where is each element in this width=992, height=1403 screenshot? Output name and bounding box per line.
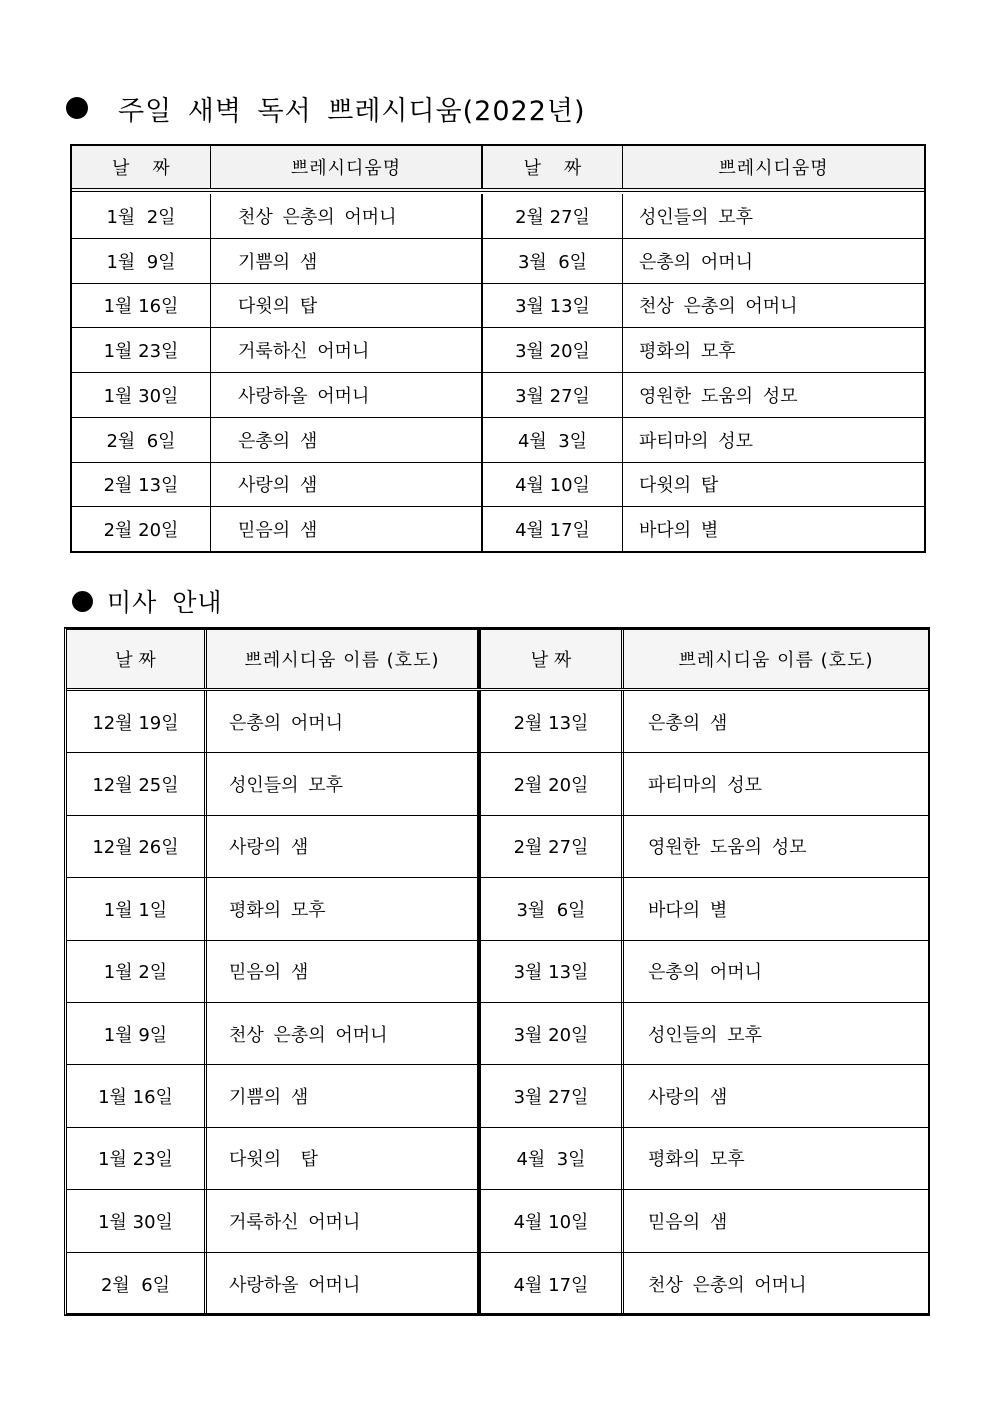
- date-cell-text: 4월 17일: [513, 1274, 589, 1296]
- praesidium-name-cell: [623, 463, 924, 507]
- date-cell: [67, 691, 207, 752]
- praesidium-name-cell: [623, 239, 924, 283]
- praesidium-name-cell: [624, 816, 928, 877]
- praesidium-name-cell-text: 평화의 모후: [639, 341, 736, 363]
- date-cell-text: 1월 2일: [106, 206, 176, 228]
- header-label: 쁘레시디움 이름 (호도): [244, 650, 440, 671]
- praesidium-name-cell: [211, 328, 483, 372]
- praesidium-name-cell: [211, 239, 483, 283]
- praesidium-name-cell: [207, 1190, 481, 1251]
- date-cell: [481, 753, 624, 814]
- praesidium-name-cell-text: 평화의 모후: [229, 899, 326, 921]
- praesidium-name-cell: [624, 1190, 928, 1251]
- date-cell-text: 1월 30일: [98, 1211, 173, 1233]
- praesidium-name-cell-text: 성인들의 모후: [229, 775, 344, 797]
- praesidium-name-cell: [211, 507, 483, 551]
- date-cell: [72, 507, 211, 551]
- praesidium-name-cell: [624, 753, 928, 814]
- header-name-left: [211, 146, 483, 188]
- date-cell-text: 2월 13일: [103, 475, 179, 497]
- date-cell: [483, 507, 623, 551]
- date-cell: [483, 239, 623, 283]
- date-cell: [67, 878, 207, 939]
- date-cell: [481, 816, 624, 877]
- praesidium-name-cell-text: 은총의 샘: [238, 430, 318, 452]
- praesidium-name-cell-text: 은총의 어머니: [639, 251, 754, 273]
- reading-schedule-table: [70, 144, 926, 553]
- praesidium-name-cell-text: 천상 은총의 어머니: [639, 296, 798, 318]
- date-cell: [72, 194, 211, 238]
- date-cell-text: 3월 6일: [516, 899, 586, 921]
- table-row: [72, 284, 924, 329]
- praesidium-name-cell-text: 사랑의 샘: [238, 475, 318, 497]
- table-row: [67, 753, 928, 815]
- date-cell: [481, 1253, 624, 1315]
- table-row: [72, 418, 924, 463]
- praesidium-name-cell-text: 거룩하신 어머니: [238, 341, 370, 363]
- praesidium-name-cell-text: 천상 은총의 어머니: [648, 1274, 807, 1296]
- date-cell-text: 2월 6일: [100, 1274, 171, 1296]
- praesidium-name-cell: [624, 1253, 928, 1315]
- praesidium-name-cell-text: 믿음의 샘: [648, 1211, 728, 1233]
- praesidium-name-cell-text: 영원한 도움의 성모: [648, 837, 807, 859]
- praesidium-name-cell-text: 성인들의 모후: [639, 206, 754, 228]
- praesidium-name-cell-text: 사랑하올 어머니: [229, 1274, 361, 1296]
- date-cell: [67, 1253, 207, 1315]
- date-cell-text: 1월 9일: [103, 1024, 168, 1046]
- date-cell: [72, 373, 211, 417]
- date-cell-text: 12월 26일: [92, 837, 179, 859]
- date-cell-text: 4월 17일: [515, 520, 590, 542]
- date-cell-text: 3월 13일: [515, 296, 590, 318]
- praesidium-name-cell: [623, 284, 924, 328]
- header-label: 쁘레시디움 이름 (호도): [678, 650, 874, 671]
- date-cell-text: 4월 3일: [516, 1149, 586, 1171]
- date-cell-text: 3월 13일: [513, 962, 589, 984]
- praesidium-name-cell-text: 은총의 어머니: [648, 962, 763, 984]
- date-cell: [72, 463, 211, 507]
- praesidium-name-cell: [624, 691, 928, 752]
- praesidium-name-cell-text: 천상 은총의 어머니: [229, 1024, 388, 1046]
- date-cell: [481, 1003, 624, 1064]
- praesidium-name-cell: [624, 941, 928, 1002]
- header-name-right: [623, 146, 924, 188]
- praesidium-name-cell-text: 다윗의 탑: [238, 296, 318, 318]
- praesidium-name-cell-text: 성인들의 모후: [648, 1024, 763, 1046]
- header-label: 날 짜: [523, 158, 582, 179]
- table-row: [67, 941, 928, 1003]
- praesidium-name-cell-text: 바다의 별: [648, 899, 728, 921]
- date-cell-text: 1월 1일: [103, 899, 168, 921]
- date-cell-text: 4월 3일: [517, 430, 588, 452]
- praesidium-name-cell: [623, 373, 924, 417]
- praesidium-name-cell-text: 거룩하신 어머니: [229, 1211, 361, 1233]
- date-cell: [67, 753, 207, 814]
- date-cell: [483, 418, 623, 462]
- praesidium-name-cell: [207, 816, 481, 877]
- praesidium-name-cell: [207, 1128, 481, 1189]
- bullet-circle-icon: [66, 97, 88, 119]
- praesidium-name-cell-text: 사랑의 샘: [648, 1087, 728, 1109]
- praesidium-name-cell: [623, 507, 924, 551]
- table-body: [67, 691, 928, 1315]
- table-row: [67, 816, 928, 878]
- bullet-circle-icon: [72, 591, 93, 612]
- table-row: [67, 691, 928, 753]
- praesidium-name-cell-text: 평화의 모후: [648, 1149, 745, 1171]
- date-cell: [67, 1065, 207, 1126]
- praesidium-name-cell: [207, 1003, 481, 1064]
- praesidium-name-cell-text: 믿음의 샘: [238, 520, 318, 542]
- table-row: [72, 328, 924, 373]
- praesidium-name-cell: [624, 1128, 928, 1189]
- date-cell: [67, 1003, 207, 1064]
- date-cell: [483, 284, 623, 328]
- praesidium-name-cell: [207, 1253, 481, 1315]
- table-row: [72, 373, 924, 418]
- praesidium-name-cell-text: 사랑의 샘: [229, 837, 309, 859]
- date-cell: [481, 691, 624, 752]
- date-cell-text: 1월 2일: [103, 962, 168, 984]
- date-cell: [481, 1128, 624, 1189]
- date-cell-text: 1월 23일: [98, 1149, 173, 1171]
- praesidium-name-cell: [211, 194, 483, 238]
- date-cell: [67, 1190, 207, 1251]
- header-label: 쁘레시디움명: [290, 158, 402, 179]
- praesidium-name-cell: [211, 463, 483, 507]
- date-cell: [481, 878, 624, 939]
- date-cell: [483, 328, 623, 372]
- praesidium-name-cell: [624, 878, 928, 939]
- praesidium-name-cell-text: 사랑하올 어머니: [238, 385, 370, 407]
- praesidium-name-cell-text: 다윗의 탑: [229, 1149, 318, 1171]
- table-row: [72, 239, 924, 284]
- date-cell-text: 3월 6일: [517, 251, 588, 273]
- praesidium-name-cell: [211, 284, 483, 328]
- header-date-right: [481, 630, 624, 688]
- table-row: [67, 1128, 928, 1190]
- header-date-left: [72, 146, 211, 188]
- section-title-text: 미사 안내: [107, 588, 223, 617]
- date-cell-text: 2월 27일: [515, 206, 590, 228]
- date-cell-text: 2월 20일: [103, 520, 179, 542]
- date-cell: [72, 328, 211, 372]
- date-cell-text: 1월 16일: [103, 296, 179, 318]
- praesidium-name-cell: [207, 753, 481, 814]
- praesidium-name-cell: [207, 878, 481, 939]
- table-row: [67, 1065, 928, 1127]
- table-row: [72, 507, 924, 551]
- date-cell-text: 1월 9일: [106, 251, 176, 273]
- header-label: 날 짜: [112, 158, 170, 179]
- date-cell: [72, 418, 211, 462]
- table-row: [67, 1003, 928, 1065]
- date-cell-text: 3월 27일: [515, 385, 590, 407]
- date-cell-text: 4월 10일: [515, 475, 590, 497]
- date-cell: [483, 373, 623, 417]
- date-cell-text: 1월 30일: [103, 385, 179, 407]
- date-cell: [481, 941, 624, 1002]
- date-cell: [67, 1128, 207, 1189]
- praesidium-name-cell-text: 파티마의 성모: [648, 775, 763, 797]
- table-row: [72, 463, 924, 508]
- date-cell: [481, 1065, 624, 1126]
- praesidium-name-cell: [623, 418, 924, 462]
- praesidium-name-cell: [207, 1065, 481, 1126]
- praesidium-name-cell-text: 바다의 별: [639, 520, 719, 542]
- table-row: [67, 878, 928, 940]
- date-cell-text: 1월 16일: [98, 1087, 173, 1109]
- date-cell: [483, 463, 623, 507]
- praesidium-name-cell: [211, 418, 483, 462]
- table-row: [67, 1190, 928, 1252]
- praesidium-name-cell-text: 영원한 도움의 성모: [639, 385, 798, 407]
- praesidium-name-cell: [624, 1065, 928, 1126]
- date-cell-text: 2월 13일: [513, 712, 589, 734]
- praesidium-name-cell-text: 천상 은총의 어머니: [238, 206, 397, 228]
- header-name-right: [624, 630, 928, 688]
- date-cell-text: 3월 20일: [513, 1024, 589, 1046]
- date-cell: [481, 1190, 624, 1251]
- praesidium-name-cell: [211, 373, 483, 417]
- praesidium-name-cell-text: 파티마의 성모: [639, 430, 754, 452]
- date-cell-text: 2월 20일: [513, 775, 589, 797]
- table-body: [72, 194, 924, 551]
- header-label: 날 짜: [115, 650, 156, 671]
- table-header-row: [72, 146, 924, 192]
- date-cell-text: 3월 27일: [513, 1087, 589, 1109]
- praesidium-name-cell-text: 은총의 샘: [648, 712, 728, 734]
- praesidium-name-cell-text: 믿음의 샘: [229, 962, 309, 984]
- date-cell: [67, 816, 207, 877]
- header-label: 날 짜: [530, 650, 572, 671]
- header-date-right: [483, 146, 623, 188]
- date-cell-text: 12월 19일: [92, 712, 179, 734]
- date-cell-text: 2월 6일: [106, 430, 176, 452]
- praesidium-name-cell: [623, 194, 924, 238]
- date-cell-text: 4월 10일: [513, 1211, 589, 1233]
- date-cell: [72, 284, 211, 328]
- mass-schedule-table: [64, 627, 930, 1316]
- date-cell-text: 3월 20일: [515, 341, 590, 363]
- praesidium-name-cell-text: 은총의 어머니: [229, 712, 344, 734]
- date-cell: [483, 194, 623, 238]
- section-title-reading-schedule: [66, 88, 586, 128]
- table-row: [72, 194, 924, 239]
- header-name-left: [207, 630, 481, 688]
- date-cell-text: 12월 25일: [92, 775, 179, 797]
- praesidium-name-cell-text: 다윗의 탑: [639, 475, 719, 497]
- date-cell-text: 2월 27일: [513, 837, 589, 859]
- header-date-left: [67, 630, 207, 688]
- praesidium-name-cell: [623, 328, 924, 372]
- table-row: [67, 1253, 928, 1315]
- praesidium-name-cell: [624, 1003, 928, 1064]
- table-header-row: [67, 630, 928, 691]
- date-cell: [72, 239, 211, 283]
- praesidium-name-cell-text: 기쁨의 샘: [229, 1087, 309, 1109]
- praesidium-name-cell: [207, 691, 481, 752]
- praesidium-name-cell-text: 기쁨의 샘: [238, 251, 318, 273]
- section-title-mass-info: [72, 583, 223, 619]
- date-cell: [67, 941, 207, 1002]
- date-cell-text: 1월 23일: [103, 341, 179, 363]
- praesidium-name-cell: [207, 941, 481, 1002]
- header-label: 쁘레시디움명: [718, 158, 829, 179]
- section-title-text: 주일 새벽 독서 쁘레시디움(2022년): [118, 95, 586, 127]
